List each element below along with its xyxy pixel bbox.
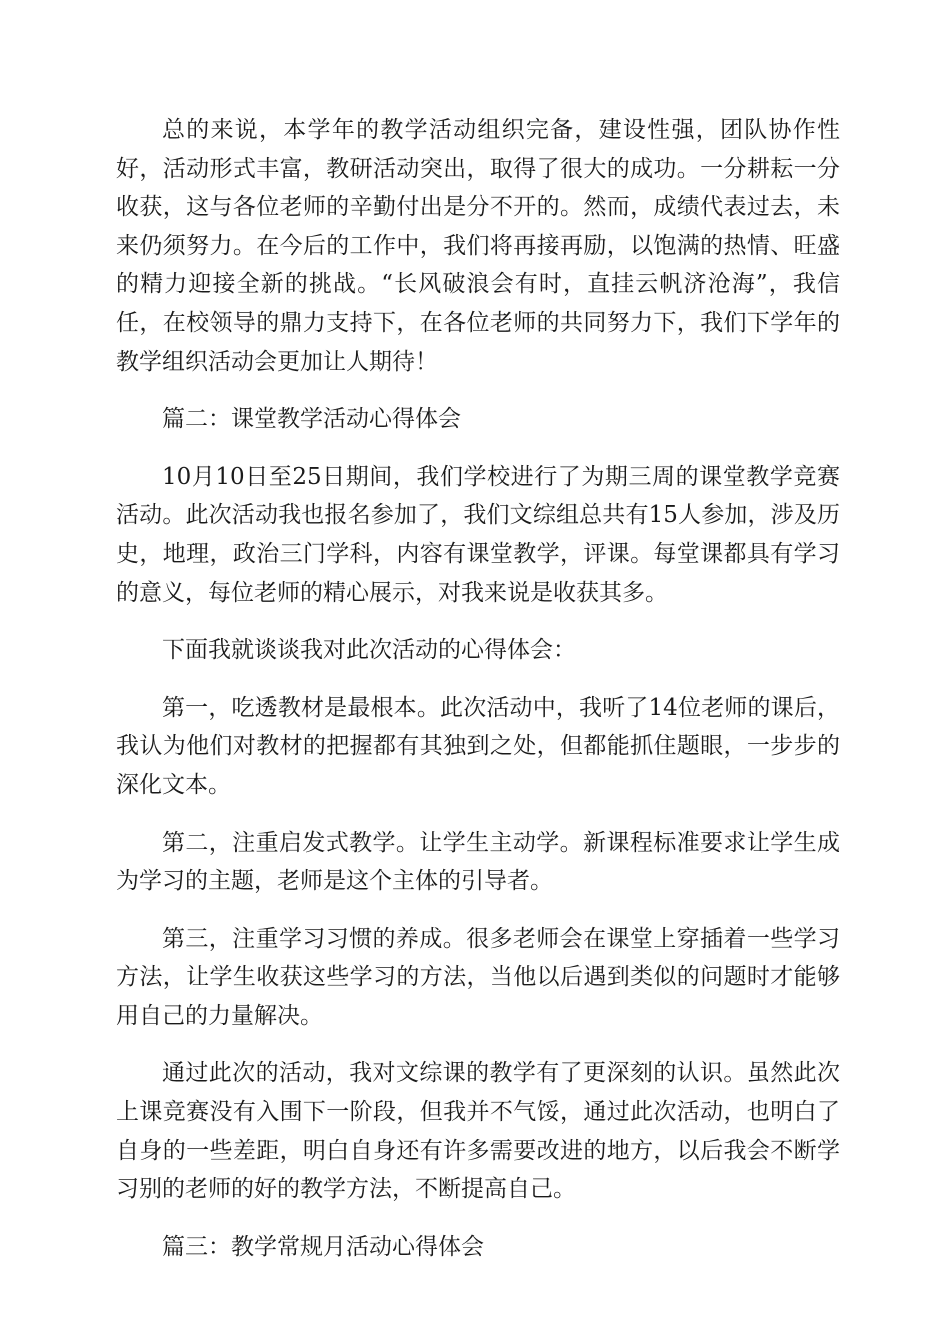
paragraph-competition-intro: 10月10日至25日期间，我们学校进行了为期三周的课堂教学竞赛活动。此次活动我也报名参加了，我们文综组总共有15人参加，涉及历史，地理，政治三门学科，内容有课堂教学，评课。每堂课都具有学习的意义，每位老师的精心展示，对我来说是收获其多。 [116, 463, 840, 606]
paragraph-point-three: 第三，注重学习习惯的养成。很多老师会在课堂上穿插着一些学习方法，让学生收获这些学习的方法，当他以后遇到类似的问题时才能够用自己的力量解决。 [116, 925, 840, 1029]
paragraph-point-one: 第一，吃透教材是最根本。此次活动中，我听了14位老师的课后，我认为他们对教材的把握都有其独到之处，但都能抓住题眼，一步步的深化文本。 [116, 694, 840, 798]
section-heading-part-two: 篇二：课堂教学活动心得体会 [162, 406, 461, 433]
paragraph-point-two: 第二，注重启发式教学。让学生主动学。新课程标准要求让学生成为学习的主题，老师是这个主体的引导者。 [116, 829, 840, 895]
document-body [116, 111, 840, 1285]
paragraph-conclusion: 通过此次的活动，我对文综课的教学有了更深刻的认识。虽然此次上课竞赛没有入围下一阶段，但我并不气馁，通过此次活动，也明白了自身的一些差距，明白自身还有许多需要改进的地方，以后我会不断学习别的老师的好的教学方法，不断提高自己。 [116, 1060, 840, 1203]
paragraph-reflection-intro: 下面我就谈谈我对此次活动的心得体会： [162, 637, 576, 664]
paragraph-summary: 总的来说，本学年的教学活动组织完备，建设性强，团队协作性好，活动形式丰富，教研活动突出，取得了很大的成功。一分耕耘一分收获，这与各位老师的辛勤付出是分不开的。然而，成绩代表过去，未来仍须努力。在今后的工作中，我们将再接再励，以饱满的热情、旺盛的精力迎接全新的挑战。“长风破浪会有时，直挂云帆济沧海”，我信任，在校领导的鼎力支持下，在各位老师的共同努力下，我们下学年的教学组织活动会更加让人期待！ [116, 117, 840, 375]
section-heading-part-three: 篇三：教学常规月活动心得体会 [162, 1233, 484, 1260]
